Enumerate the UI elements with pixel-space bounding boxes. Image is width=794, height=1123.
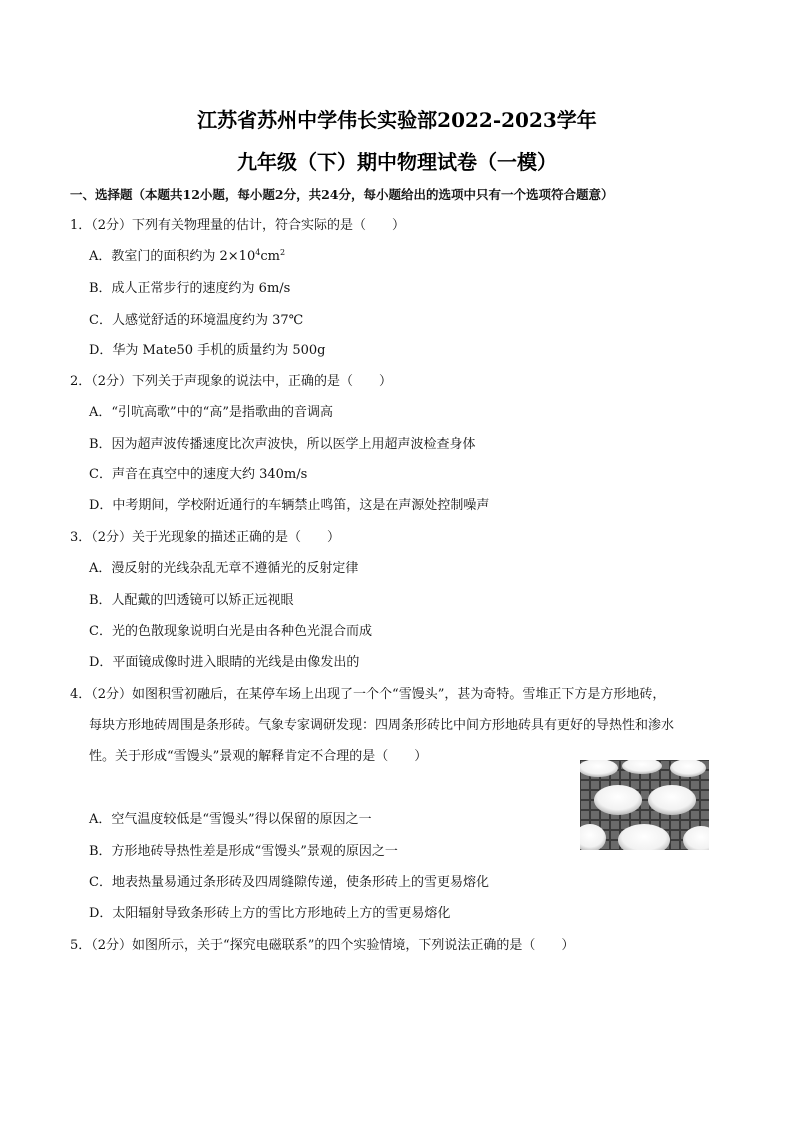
- question-3-stem: 3．（2分）关于光现象的描述正确的是（ ）: [70, 530, 341, 545]
- question-3-option-d: D．平面镜成像时进入眼睛的光线是由像发出的: [89, 655, 360, 670]
- question-2-stem: 2．（2分）下列关于声现象的说法中，正确的是（ ）: [70, 374, 393, 389]
- snow-mounds-illustration: [580, 760, 709, 850]
- question-1-option-c: C．人感觉舒适的环境温度约为 37℃: [89, 313, 304, 328]
- question-4-stem-line3: 性。关于形成“雪馒头”景观的解释肯定不合理的是（ ）: [89, 749, 428, 764]
- question-3-option-a: A．漫反射的光线杂乱无章不遵循光的反射定律: [89, 561, 359, 576]
- question-3-option-c: C．光的色散现象说明白光是由各种色光混合而成: [89, 624, 372, 639]
- question-4-option-a: A．空气温度较低是“雪馒头”得以保留的原因之一: [89, 812, 372, 827]
- question-1-stem: 1．（2分）下列有关物理量的估计，符合实际的是（ ）: [70, 218, 406, 233]
- question-2-option-b: B．因为超声波传播速度比次声波快，所以医学上用超声波检查身体: [89, 437, 476, 452]
- question-2-option-c: C．声音在真空中的速度大约 340m/s: [89, 467, 308, 482]
- question-4-option-b: B．方形地砖导热性差是形成“雪馒头”景观的原因之一: [89, 844, 398, 859]
- exam-title-line2: 九年级（下）期中物理试卷（一模）: [237, 150, 557, 174]
- question-2-option-d: D．中考期间，学校附近通行的车辆禁止鸣笛，这是在声源处控制噪声: [89, 498, 490, 513]
- question-1-option-d: D．华为 Mate50 手机的质量约为 500g: [89, 343, 326, 358]
- exam-title-line1: 江苏省苏州中学伟长实验部2022-2023学年: [197, 108, 597, 132]
- question-3-option-b: B．人配戴的凹透镜可以矫正远视眼: [89, 593, 294, 608]
- question-4-option-c: C．地表热量易通过条形砖及四周缝隙传递，使条形砖上的雪更易熔化: [89, 875, 489, 890]
- question-4-stem-line2: 每块方形地砖周围是条形砖。气象专家调研发现：四周条形砖比中间方形地砖具有更好的导热性和渗水: [89, 718, 675, 733]
- question-4-stem-line1: 4．（2分）如图积雪初融后，在某停车场上出现了一个个“雪馒头”，甚为奇特。雪堆正下方是方形地砖，: [70, 687, 666, 702]
- question-4-option-d: D．太阳辐射导致条形砖上方的雪比方形地砖上方的雪更易熔化: [89, 906, 451, 921]
- question-5-stem: 5．（2分）如图所示，关于“探究电磁联系”的四个实验情境，下列说法正确的是（ ）: [70, 938, 575, 953]
- snow-mounds-photo: [580, 760, 709, 850]
- question-1-option-a: A．教室门的面积约为 $2\times 10^4cm^2$: [89, 248, 286, 264]
- section-heading: 一、选择题（本题共12小题，每小题2分，共24分，每小题给出的选项中只有一个选项符合题意）: [70, 187, 614, 202]
- question-2-option-a: A．“引吭高歌”中的“高”是指歌曲的音调高: [89, 405, 333, 420]
- question-1-option-b: B．成人正常步行的速度约为 6m/s: [89, 281, 291, 296]
